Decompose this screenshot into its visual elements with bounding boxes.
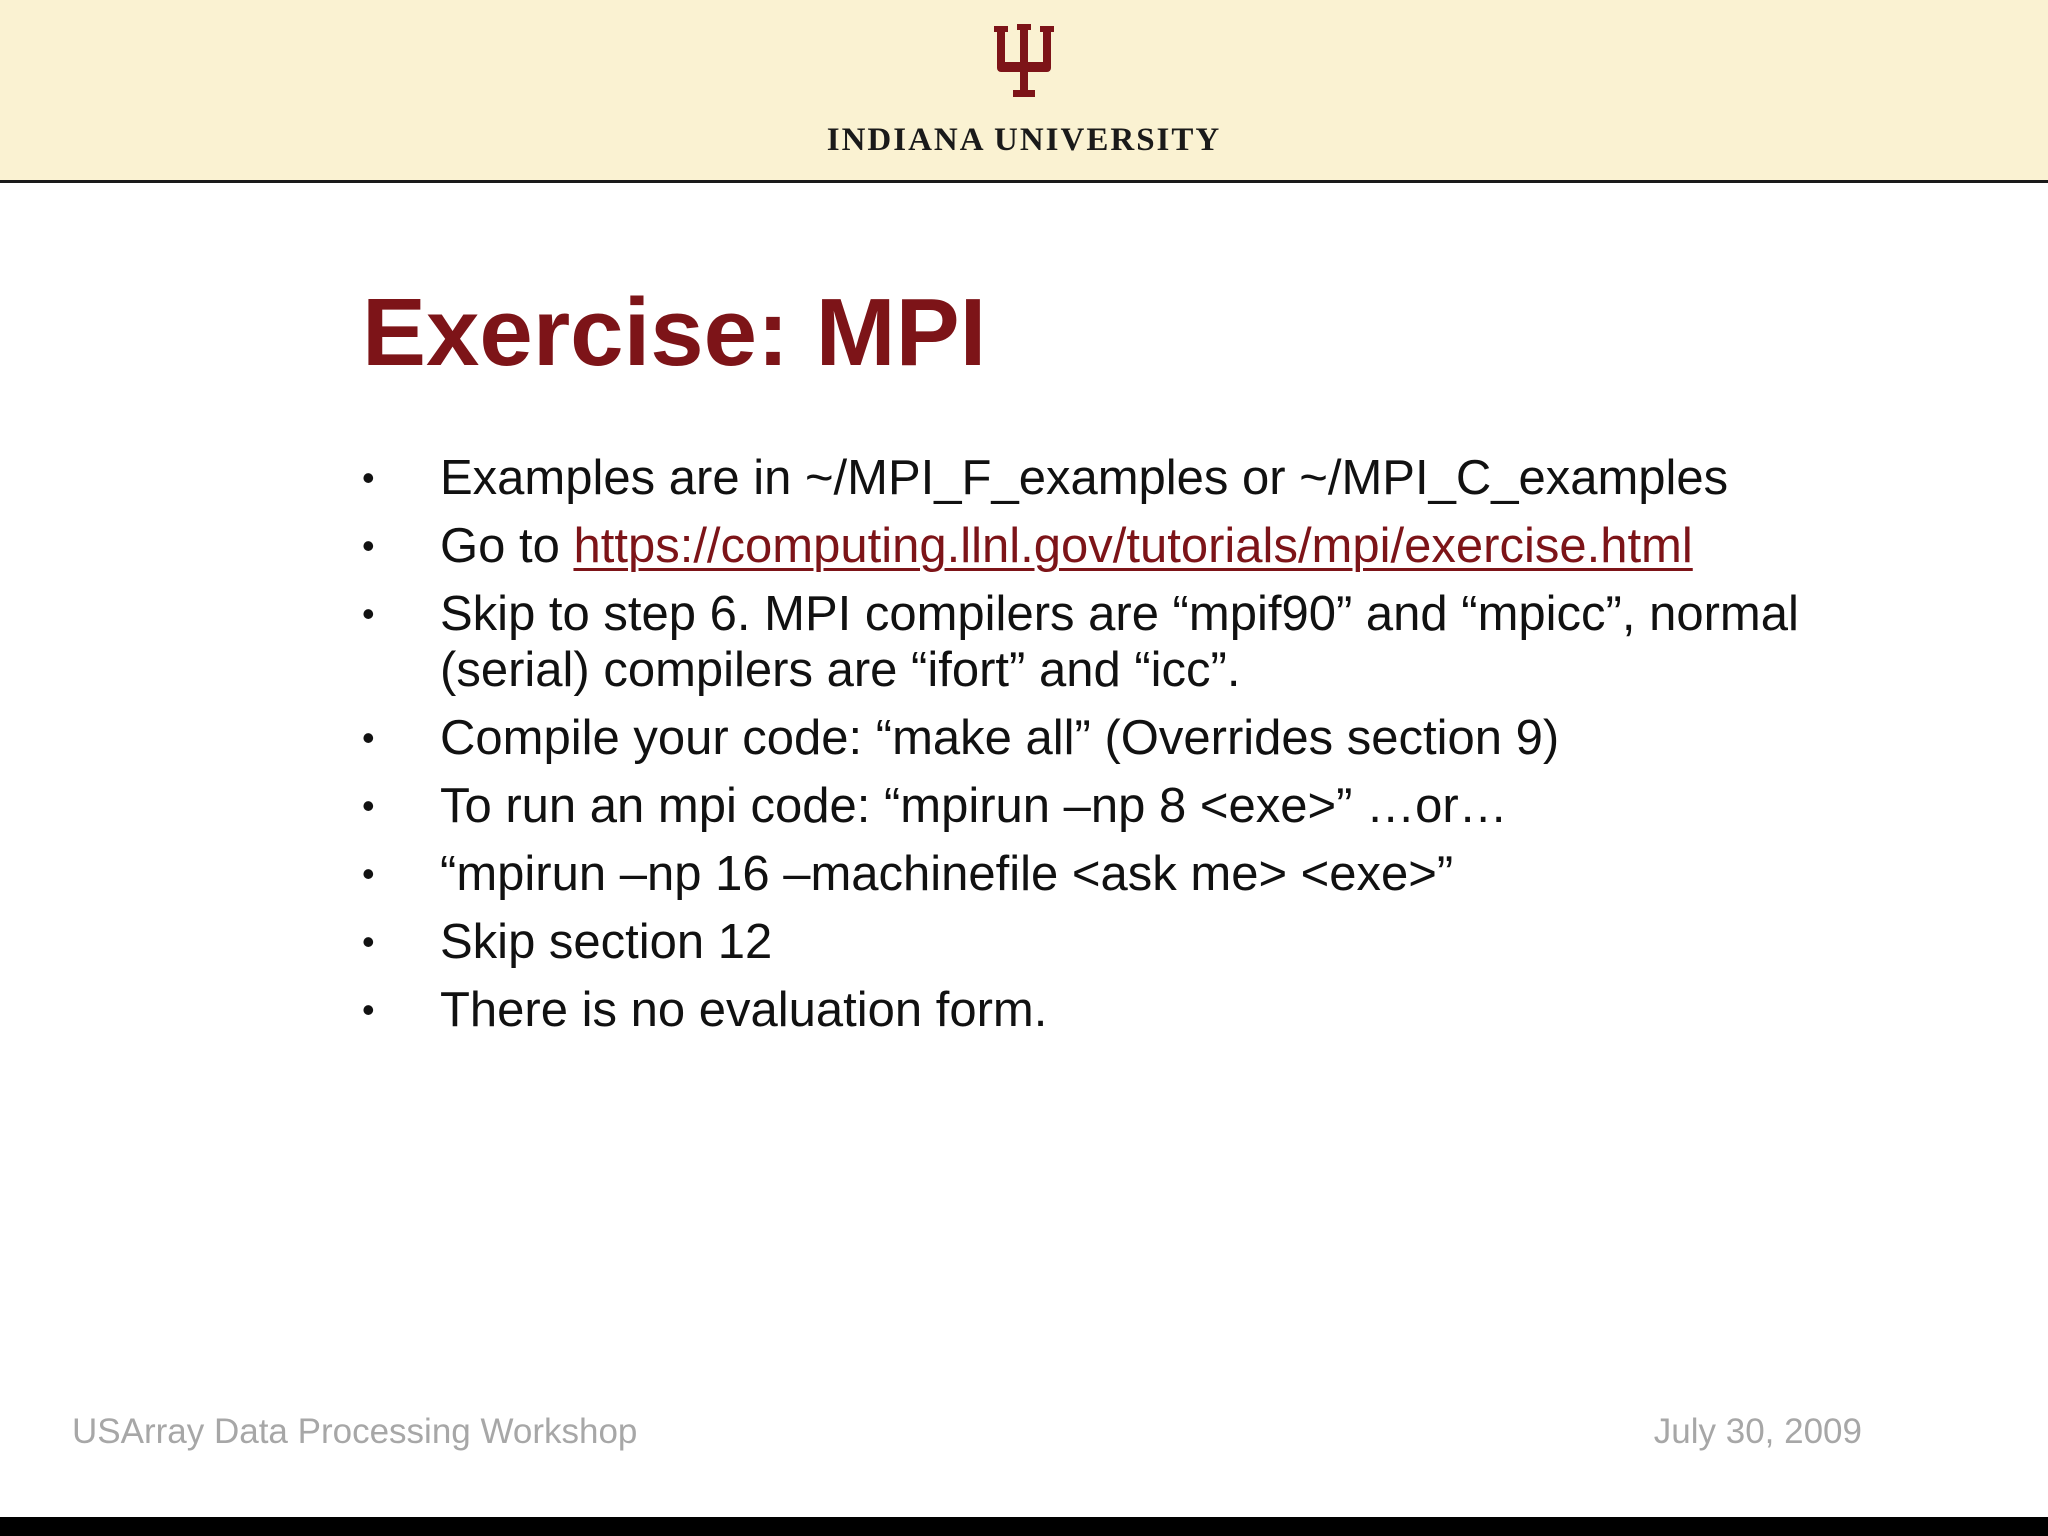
bullet-dot-icon: • [362,989,375,1030]
header-banner [0,0,2048,183]
university-name: INDIANA UNIVERSITY [826,122,1222,158]
bullet-list [362,450,1922,1050]
bullet-dot-icon: • [362,921,375,962]
footer-date: July 30, 2009 [1653,1412,1862,1451]
bullet-text: Skip to step 6. MPI compilers are “mpif90” and “mpicc”, normal (serial) compilers are “ifort” and “icc”. [440,587,1799,697]
bullet-item [362,846,1922,902]
bullet-text: Skip section 12 [440,915,773,969]
bullet-text: “mpirun –np 16 –machinefile <ask me> <exe>” [440,847,1454,901]
exercise-link[interactable]: https://computing.llnl.gov/tutorials/mpi/exercise.html [573,519,1693,573]
bullet-text: Compile your code: “make all” (Overrides section 9) [440,711,1560,765]
slide-title: Exercise: MPI [362,279,987,386]
bullet-item [362,710,1922,766]
bullet-dot-icon: • [362,593,375,634]
bullet-item [362,450,1922,506]
bullet-item [362,778,1922,834]
bullet-item [362,982,1922,1038]
bullet-dot-icon: • [362,525,375,566]
footer-workshop-name: USArray Data Processing Workshop [72,1412,638,1451]
bullet-dot-icon: • [362,853,375,894]
bullet-text: There is no evaluation form. [440,983,1048,1037]
bullet-item [362,586,1922,698]
bullet-text: Examples are in ~/MPI_F_examples or ~/MPI_C_examples [440,451,1729,505]
iu-trident-logo-icon [994,24,1054,98]
bullet-item [362,518,1922,574]
bullet-dot-icon: • [362,457,375,498]
bottom-border-bar [0,1517,2048,1536]
bullet-dot-icon: • [362,717,375,758]
bullet-dot-icon: • [362,785,375,826]
bullet-text: Go to [440,519,574,573]
bullet-item [362,914,1922,970]
bullet-text: To run an mpi code: “mpirun –np 8 <exe>” …or… [440,779,1508,833]
